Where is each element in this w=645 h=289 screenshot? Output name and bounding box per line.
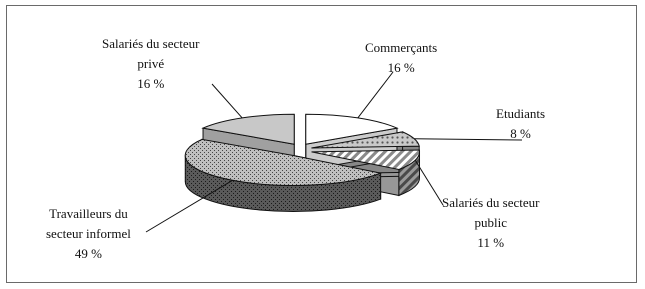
label-salaries-prive-value: 16 % — [137, 76, 165, 91]
label-etudiants-name: Etudiants — [496, 106, 546, 121]
leader-salaries-prive — [212, 84, 242, 118]
label-etudiants — [496, 104, 545, 144]
label-salaries-prive — [102, 34, 199, 94]
label-salaries-public-name-1: Salariés du secteur — [442, 195, 540, 210]
label-informel-name-1: Travailleurs du — [49, 206, 128, 221]
leader-commercants — [358, 72, 393, 118]
label-informel-name-2: secteur informel — [46, 226, 131, 241]
leader-salaries-public — [415, 160, 443, 205]
label-informel — [46, 204, 131, 264]
label-salaries-public — [442, 193, 539, 253]
label-informel-value: 49 % — [74, 246, 102, 261]
label-etudiants-value: 8 % — [510, 126, 531, 141]
label-salaries-public-value: 11 % — [477, 235, 505, 250]
label-commercants-value: 16 % — [387, 60, 415, 75]
label-salaries-prive-name-1: Salariés du secteur — [102, 36, 200, 51]
label-salaries-public-name-2: public — [474, 215, 507, 230]
label-salaries-prive-name-2: privé — [137, 56, 165, 71]
label-commercants — [365, 38, 437, 78]
label-commercants-name: Commerçants — [365, 40, 438, 55]
